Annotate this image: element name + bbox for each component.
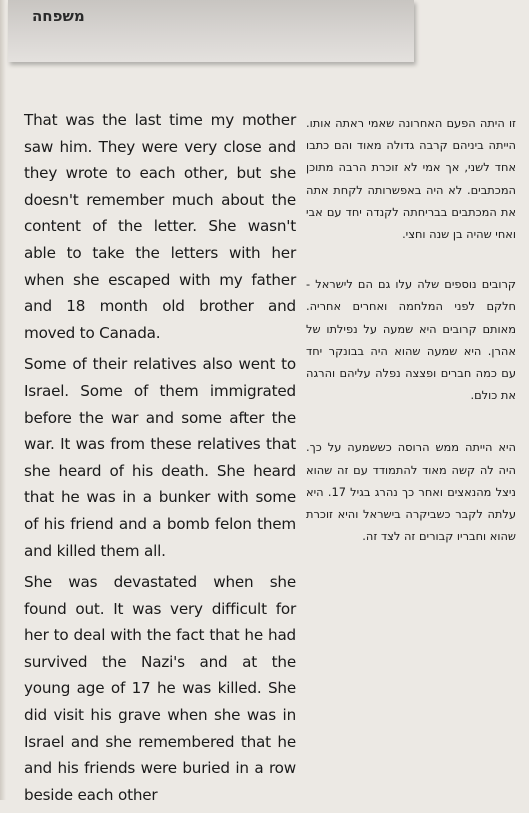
english-paragraph-3: She was devastated when she found out. It was very difficult for her to deal with the fact that he had survived the Nazi's and at the young age of 17 he was killed. She did visit his grave when she was in Israel and she remembered that he and his friends were buried in a row beside each other [24,573,296,804]
hebrew-paragraph-2: קרובים נוספים שלה עלו גם הם לישראל - חלקם לפני המלחמה ואחרים אחריה. מאותם קרובים היא שמעה על נפילתו של אהרן. היא שמעה שהוא היה בבונקר יחד עם כמה חברים ופצצה נפלה עליהם והרגה את כולם. [306,277,516,403]
hebrew-paragraph-3: היא הייתה ממש הרוסה כששמעה על כך. היה לה קשה מאוד להתמודד עם זה שהוא ניצל מהנאצים ואחר כך נהרג בגיל 17. היא עלתה לקבר כשביקרה בישראל והיא זוכרת שהוא וחבריו קבורים זה לצד זה. [306,440,516,544]
page-edge [0,0,6,800]
english-paragraph-2: Some of their relatives also went to Israel. Some of them immigrated before the war and some after the war. It was from these relatives that she heard of his death. She heard that he was in a bunker with some of his friend and a bomb felon them and killed them all. [24,355,296,560]
section-title: משפחה [32,7,85,25]
hebrew-column [306,112,516,575]
english-column [24,107,296,813]
english-paragraph-1: That was the last time my mother saw him. They were very close and they wrote to each other, but she doesn't remember much about the content of the letter. She wasn't able to take the letters with her when she escaped with my father and 18 month old brother and moved to Canada. [24,111,296,342]
header-band [8,0,414,62]
hebrew-paragraph-1: זו היתה הפעם האחרונה שאמי ראתה אותו. הייתה ביניהם קרבה גדולה מאוד והם כתבו אחד לשני, אך אמי לא זוכרת הרבה מתוכן המכתבים. לא היה באפשרותה לקחת אתה את המכתבים בבריחתה לקנדה יחד עם אבי ואחי שהיה בן שנה וחצי. [306,116,516,242]
